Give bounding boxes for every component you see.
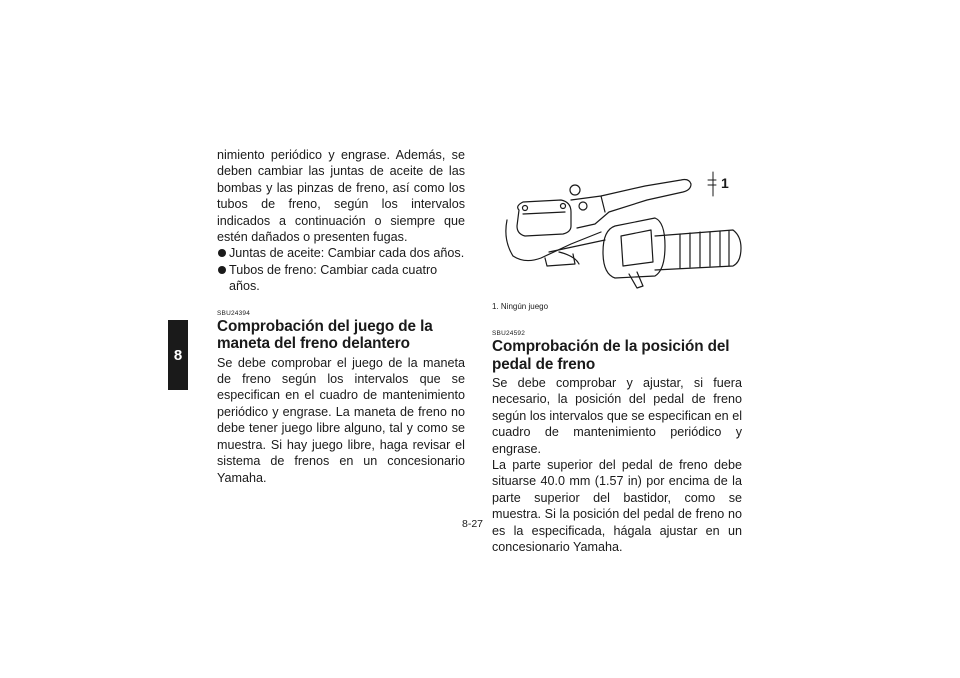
intro-paragraph: nimiento periódico y engrase. Además, se deben cambiar las juntas de aceite de las bombas y las pinzas de freno, así como los tubos de freno, según los intervalos indicados a continuación o siempre que estén dañados o presenten fugas. (217, 148, 465, 245)
chapter-tab: 8 (168, 320, 188, 390)
section-code: SBU24592 (492, 330, 526, 337)
figure-caption: 1. Ningún juego (492, 302, 549, 311)
right-column (492, 302, 742, 555)
section-code: SBU24394 (217, 309, 251, 317)
section-paragraph-2: La parte superior del pedal de freno debe situarse 40.0 mm (1.57 in) por encima de la parte superior del bastidor, como se muestra. Si la posición del pedal de freno no es la especificada, hágala ajustar en un concesionario Yamaha. (492, 458, 742, 555)
list-item: Juntas de aceite: Cambiar cada dos años. (217, 245, 465, 261)
left-column (217, 147, 465, 486)
list-item: Tubos de freno: Cambiar cada cuatro años. (217, 262, 465, 295)
callout-number: 1 (721, 175, 729, 191)
section-body: Se debe comprobar el juego de la maneta de freno según los intervalos que se especifican en el cuadro de mantenimiento periódico y engrase. La maneta de freno no debe tener juego libre alguno, tal y como se muestra. Si hay juego libre, haga revisar el sistema de frenos en un concesionario Yamaha. (217, 355, 465, 485)
section-title: Comprobación del juego de la maneta del freno delantero (217, 317, 433, 353)
bullet-list (217, 245, 465, 294)
bullet-icon (218, 249, 226, 257)
section-title: Comprobación de la posición del pedal de freno (492, 338, 730, 373)
page-number: 8-27 (462, 518, 484, 530)
brake-lever-figure (505, 166, 745, 292)
bullet-icon (218, 266, 226, 274)
section-paragraph-1: Se debe comprobar y ajustar, si fuera necesario, la posición del pedal de freno según los intervalos que se especifican en el cuadro de mantenimiento periódico y engrase. (492, 376, 742, 456)
brake-lever-illustration (505, 166, 745, 292)
